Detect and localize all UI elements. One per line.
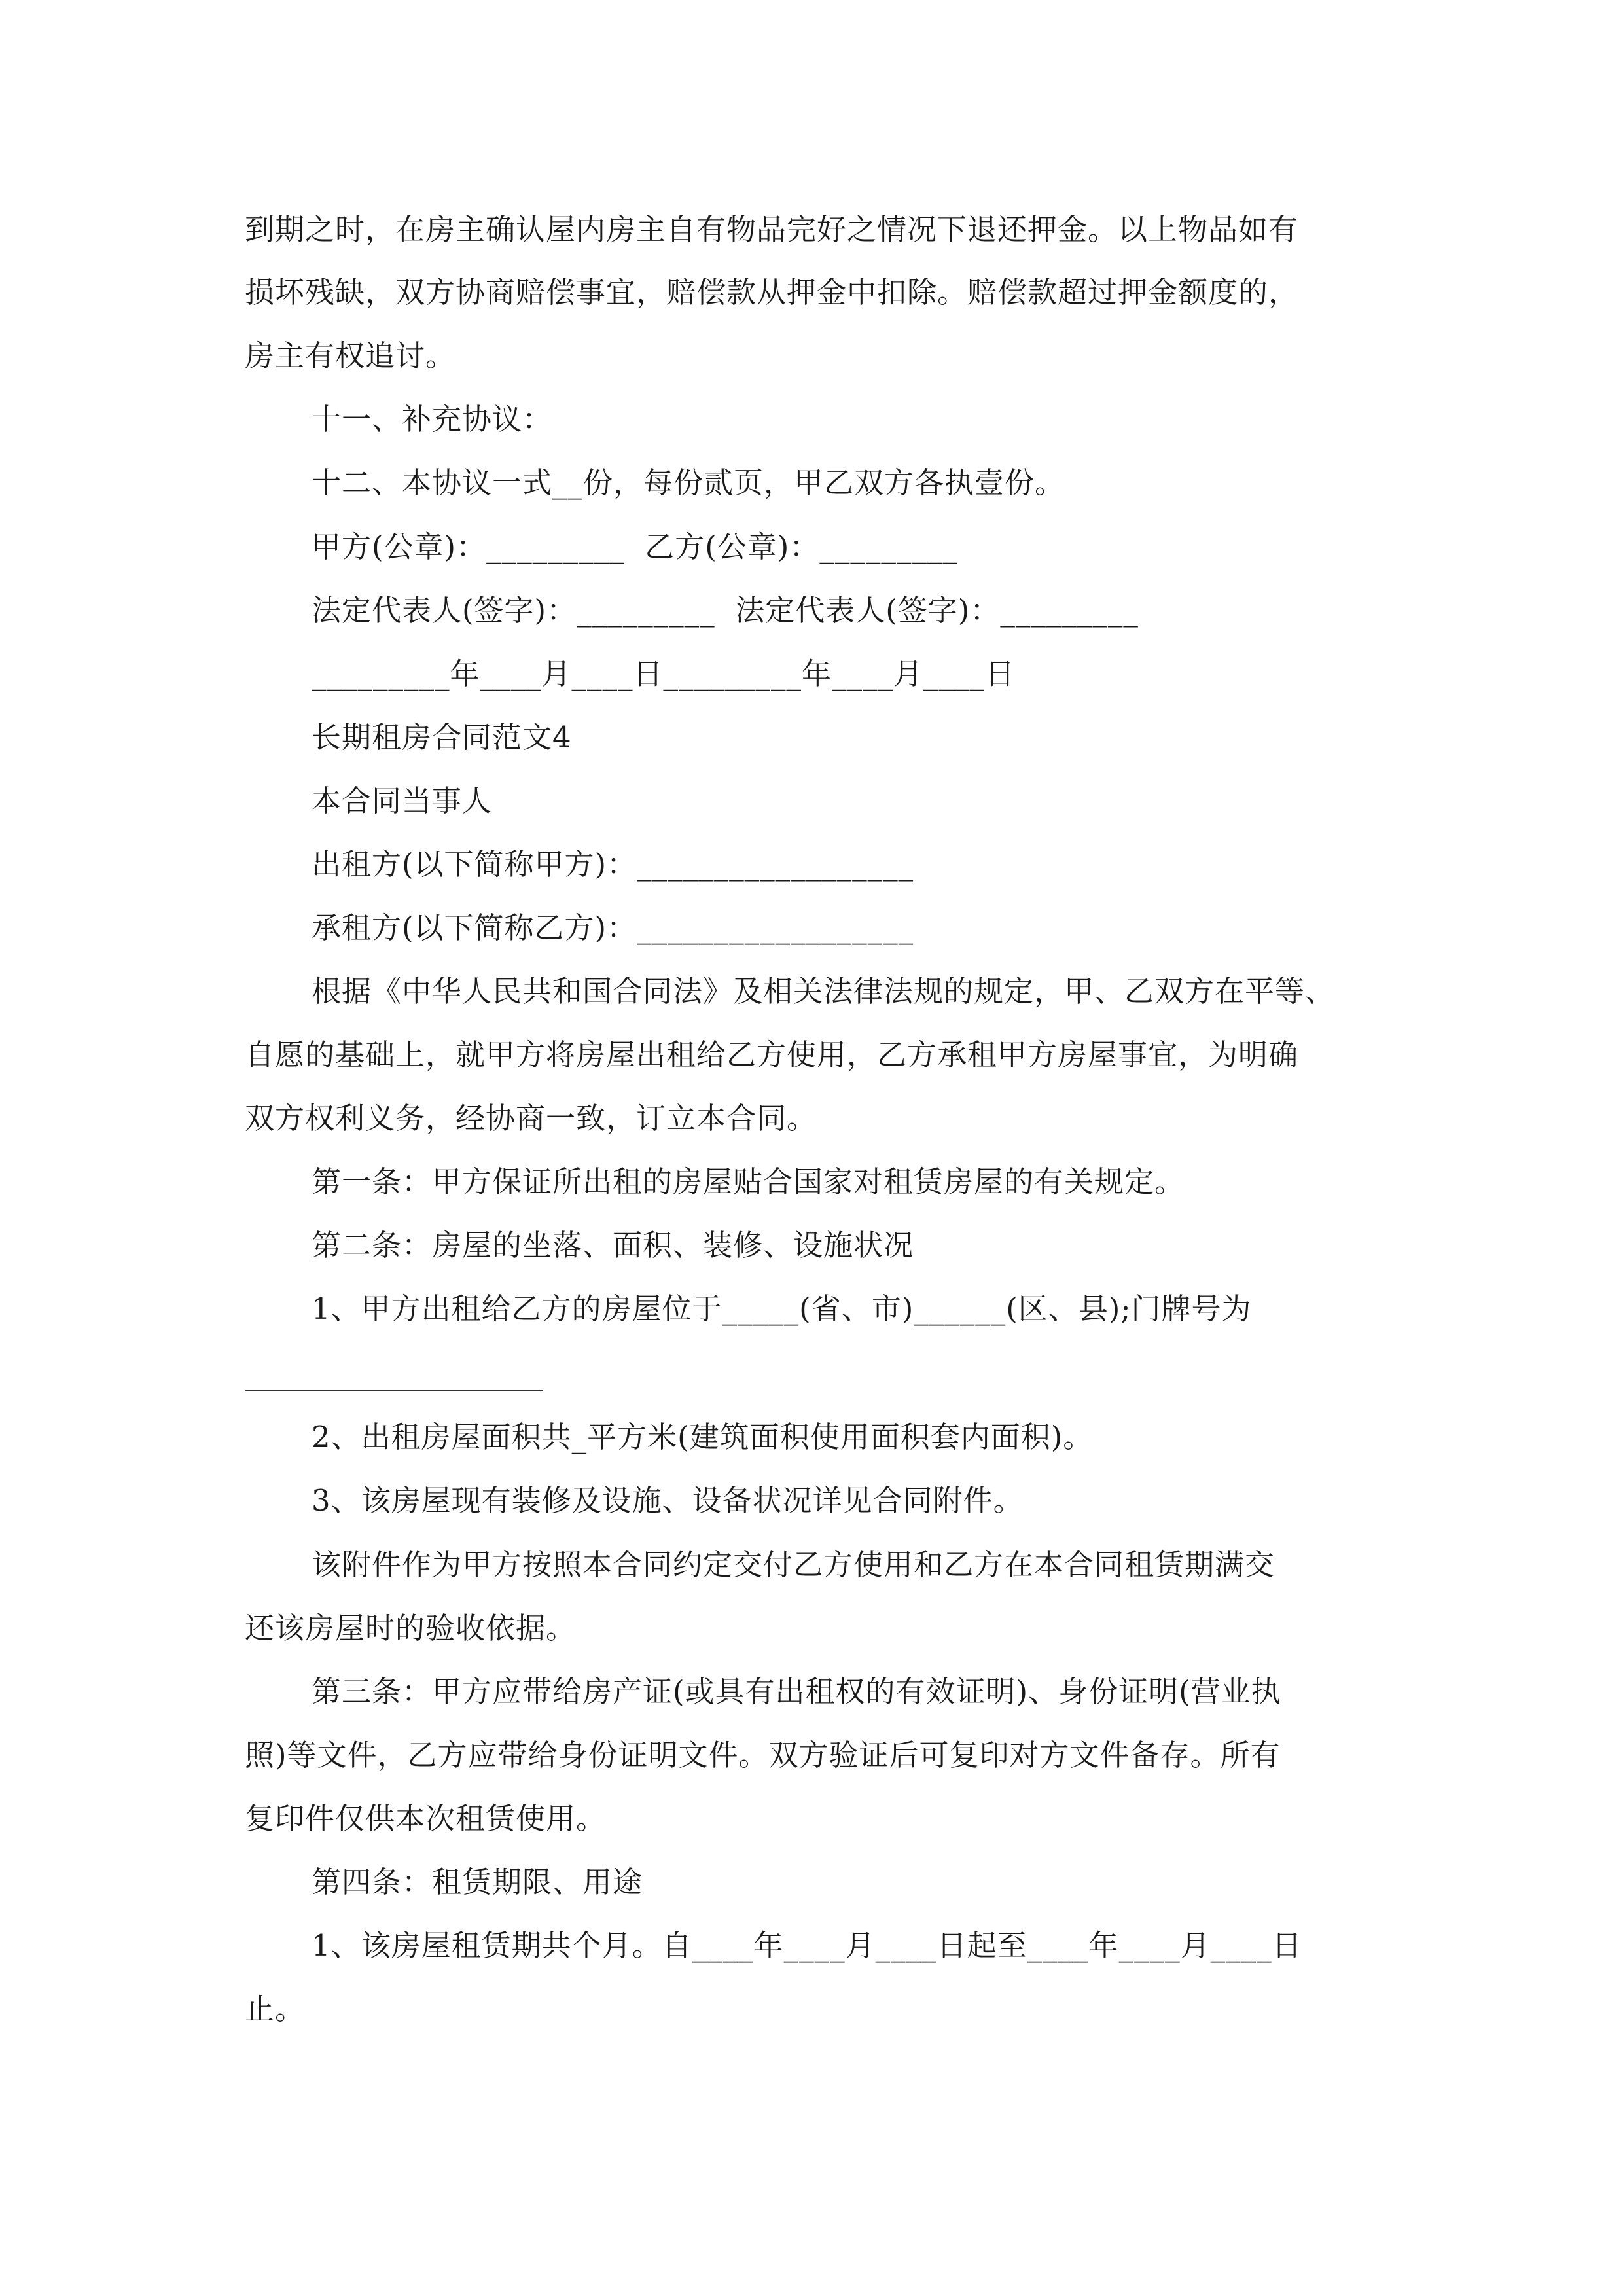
party-line: 承租方(以下简称乙方)：__________________ bbox=[312, 910, 914, 945]
body-text-line: 到期之时，在房主确认屋内房主自有物品完好之情况下退还押金。以上物品如有 bbox=[245, 212, 1299, 247]
body-text-line: 该附件作为甲方按照本合同约定交付乙方使用和乙方在本合同租赁期满交 bbox=[312, 1547, 1275, 1582]
clause-heading: 第一条：甲方保证所出租的房屋贴合国家对租赁房屋的有关规定。 bbox=[312, 1164, 1185, 1199]
clause-heading: 第二条：房屋的坐落、面积、装修、设施状况 bbox=[312, 1228, 914, 1263]
body-text-line: 双方权利义务，经协商一致，订立本合同。 bbox=[245, 1101, 817, 1136]
party-line: 出租方(以下简称甲方)：__________________ bbox=[312, 847, 914, 882]
body-text-line: 复印件仅供本次租赁使用。 bbox=[245, 1801, 607, 1836]
signature-line: 法定代表人(签字)：_________ 法定代表人(签字)：_________ bbox=[312, 593, 1139, 628]
body-text-line: 3、该房屋现有装修及设施、设备状况详见合同附件。 bbox=[312, 1483, 1024, 1518]
body-text-line: 1、甲方出租给乙方的房屋位于_____(省、市)______(区、县);门牌号为 bbox=[312, 1291, 1252, 1326]
body-text-line: 2、出租房屋面积共_平方米(建筑面积使用面积套内面积)。 bbox=[312, 1420, 1094, 1454]
body-text-line: 自愿的基础上，就甲方将房屋出租给乙方使用，乙方承租甲方房屋事宜，为明确 bbox=[245, 1037, 1299, 1072]
body-text-line: 房主有权追讨。 bbox=[245, 338, 456, 373]
clause-heading: 第四条：租赁期限、用途 bbox=[312, 1865, 643, 1899]
clause-heading: 十二、本协议一式__份，每份贰页，甲乙双方各执壹份。 bbox=[312, 465, 1065, 500]
section-title: 长期租房合同范文4 bbox=[312, 720, 572, 755]
body-text-line: 照)等文件，乙方应带给身份证明文件。双方验证后可复印对方文件备存。所有 bbox=[245, 1738, 1281, 1772]
body-text-line: 根据《中华人民共和国合同法》及相关法律法规的规定，甲、乙双方在平等、 bbox=[312, 974, 1336, 1009]
clause-heading: 十一、补充协议： bbox=[312, 402, 553, 437]
fill-in-blank-rule bbox=[245, 1390, 543, 1391]
body-text-line: 损坏残缺，双方协商赔偿事宜，赔偿款从押金中扣除。赔偿款超过押金额度的， bbox=[245, 275, 1299, 310]
clause-heading: 第三条：甲方应带给房产证(或具有出租权的有效证明)、身份证明(营业执 bbox=[312, 1674, 1281, 1709]
signature-line: 甲方(公章)：_________ 乙方(公章)：_________ bbox=[312, 529, 958, 564]
date-line: _________年____月____日_________年____月____日 bbox=[312, 656, 1016, 691]
body-text-line: 还该房屋时的验收依据。 bbox=[245, 1611, 577, 1645]
body-text-line: 止。 bbox=[245, 1992, 306, 2026]
body-text-line: 1、该房屋租赁期共个月。自____年____月____日起至____年____月____日 bbox=[312, 1928, 1302, 1963]
body-text-line: 本合同当事人 bbox=[312, 783, 493, 818]
